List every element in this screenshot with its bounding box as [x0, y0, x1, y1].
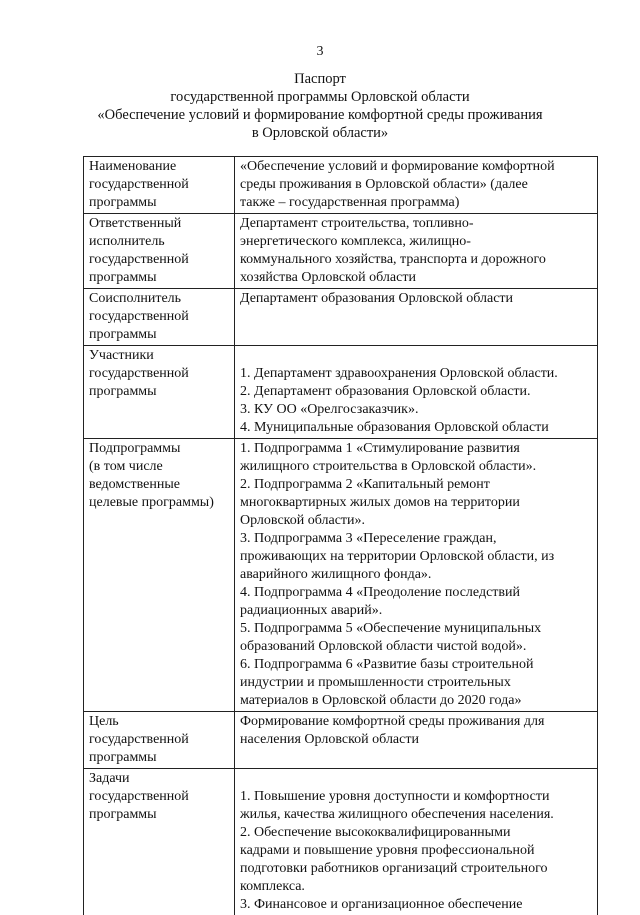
value-line: 2. Обеспечение высококвалифицированными	[240, 824, 594, 842]
document-title	[0, 70, 640, 142]
title-line: государственной программы Орловской области	[0, 88, 640, 106]
value-line: 1. Повышение уровня доступности и комфортности	[240, 788, 594, 806]
value-line: Департамент образования Орловской области	[240, 290, 594, 308]
label-line: государственной	[89, 251, 231, 269]
label-line: Участники	[89, 347, 231, 365]
label-line: Ответственный	[89, 215, 231, 233]
label-line: программы	[89, 749, 231, 767]
value-line: многоквартирных жилых домов на территории	[240, 494, 594, 512]
table-row	[84, 439, 598, 712]
value-line: 6. Подпрограмма 6 «Развитие базы строительной	[240, 656, 594, 674]
row-label-cell	[84, 769, 235, 915]
value-line: коммунального хозяйства, транспорта и дорожного	[240, 251, 594, 269]
value-line: 2. Департамент образования Орловской области.	[240, 383, 594, 401]
table-row	[84, 157, 598, 214]
value-line: аварийного жилищного фонда».	[240, 566, 594, 584]
label-line: (в том числе	[89, 458, 231, 476]
value-line: 5. Подпрограмма 5 «Обеспечение муниципальных	[240, 620, 594, 638]
title-line: в Орловской области»	[0, 124, 640, 142]
label-line: Подпрограммы	[89, 440, 231, 458]
table-row	[84, 214, 598, 289]
row-value-cell	[235, 712, 598, 769]
label-line: Цель	[89, 713, 231, 731]
label-line: государственной	[89, 365, 231, 383]
label-line: государственной	[89, 731, 231, 749]
value-line: 3. Подпрограмма 3 «Переселение граждан,	[240, 530, 594, 548]
value-line: 4. Муниципальные образования Орловской области	[240, 419, 594, 437]
row-label-cell	[84, 712, 235, 769]
label-line: программы	[89, 383, 231, 401]
value-line: кадрами и повышение уровня профессиональной	[240, 842, 594, 860]
value-line: Орловской области».	[240, 512, 594, 530]
label-line: программы	[89, 326, 231, 344]
row-label-cell	[84, 346, 235, 439]
label-line: Наименование	[89, 158, 231, 176]
row-value-cell	[235, 289, 598, 346]
value-line: подготовки работников организаций строительного	[240, 860, 594, 878]
label-line: государственной	[89, 788, 231, 806]
table-row	[84, 769, 598, 915]
row-value-cell	[235, 769, 598, 915]
row-value-cell	[235, 157, 598, 214]
row-value-cell	[235, 214, 598, 289]
label-line: Соисполнитель	[89, 290, 231, 308]
page-number: 3	[0, 44, 640, 60]
value-line: 1. Подпрограмма 1 «Стимулирование развития	[240, 440, 594, 458]
value-line: также – государственная программа)	[240, 194, 594, 212]
value-line: населения Орловской области	[240, 731, 594, 749]
value-line: 2. Подпрограмма 2 «Капитальный ремонт	[240, 476, 594, 494]
row-label-cell	[84, 157, 235, 214]
label-line: исполнитель	[89, 233, 231, 251]
label-line: государственной	[89, 176, 231, 194]
value-line: комплекса.	[240, 878, 594, 896]
value-line: 4. Подпрограмма 4 «Преодоление последствий	[240, 584, 594, 602]
label-line: Задачи	[89, 770, 231, 788]
row-label-cell	[84, 214, 235, 289]
value-line: 3. КУ ОО «Орелгосзаказчик».	[240, 401, 594, 419]
label-line: государственной	[89, 308, 231, 326]
value-line: материалов в Орловской области до 2020 года»	[240, 692, 594, 710]
row-label-cell	[84, 289, 235, 346]
value-line: жилья, качества жилищного обеспечения населения.	[240, 806, 594, 824]
value-line: 1. Департамент здравоохранения Орловской области.	[240, 365, 594, 383]
row-value-cell	[235, 439, 598, 712]
label-line: программы	[89, 194, 231, 212]
row-value-cell	[235, 346, 598, 439]
table-row	[84, 346, 598, 439]
label-line: программы	[89, 269, 231, 287]
value-line: энергетического комплекса, жилищно-	[240, 233, 594, 251]
table-row	[84, 712, 598, 769]
table-row	[84, 289, 598, 346]
title-line: Паспорт	[0, 70, 640, 88]
value-line: образований Орловской области чистой водой».	[240, 638, 594, 656]
value-line	[240, 770, 594, 788]
passport-table	[83, 156, 598, 915]
label-line: ведомственные	[89, 476, 231, 494]
label-line: программы	[89, 806, 231, 824]
value-line: среды проживания в Орловской области» (далее	[240, 176, 594, 194]
value-line: индустрии и промышленности строительных	[240, 674, 594, 692]
title-line: «Обеспечение условий и формирование комфортной среды проживания	[0, 106, 640, 124]
value-line: Формирование комфортной среды проживания для	[240, 713, 594, 731]
value-line: радиационных аварий».	[240, 602, 594, 620]
row-label-cell	[84, 439, 235, 712]
value-line	[240, 347, 594, 365]
value-line: Департамент строительства, топливно-	[240, 215, 594, 233]
value-line: жилищного строительства в Орловской области».	[240, 458, 594, 476]
label-line: целевые программы)	[89, 494, 231, 512]
value-line: хозяйства Орловской области	[240, 269, 594, 287]
value-line: проживающих на территории Орловской области, из	[240, 548, 594, 566]
value-line: 3. Финансовое и организационное обеспечение	[240, 896, 594, 914]
value-line: «Обеспечение условий и формирование комфортной	[240, 158, 594, 176]
